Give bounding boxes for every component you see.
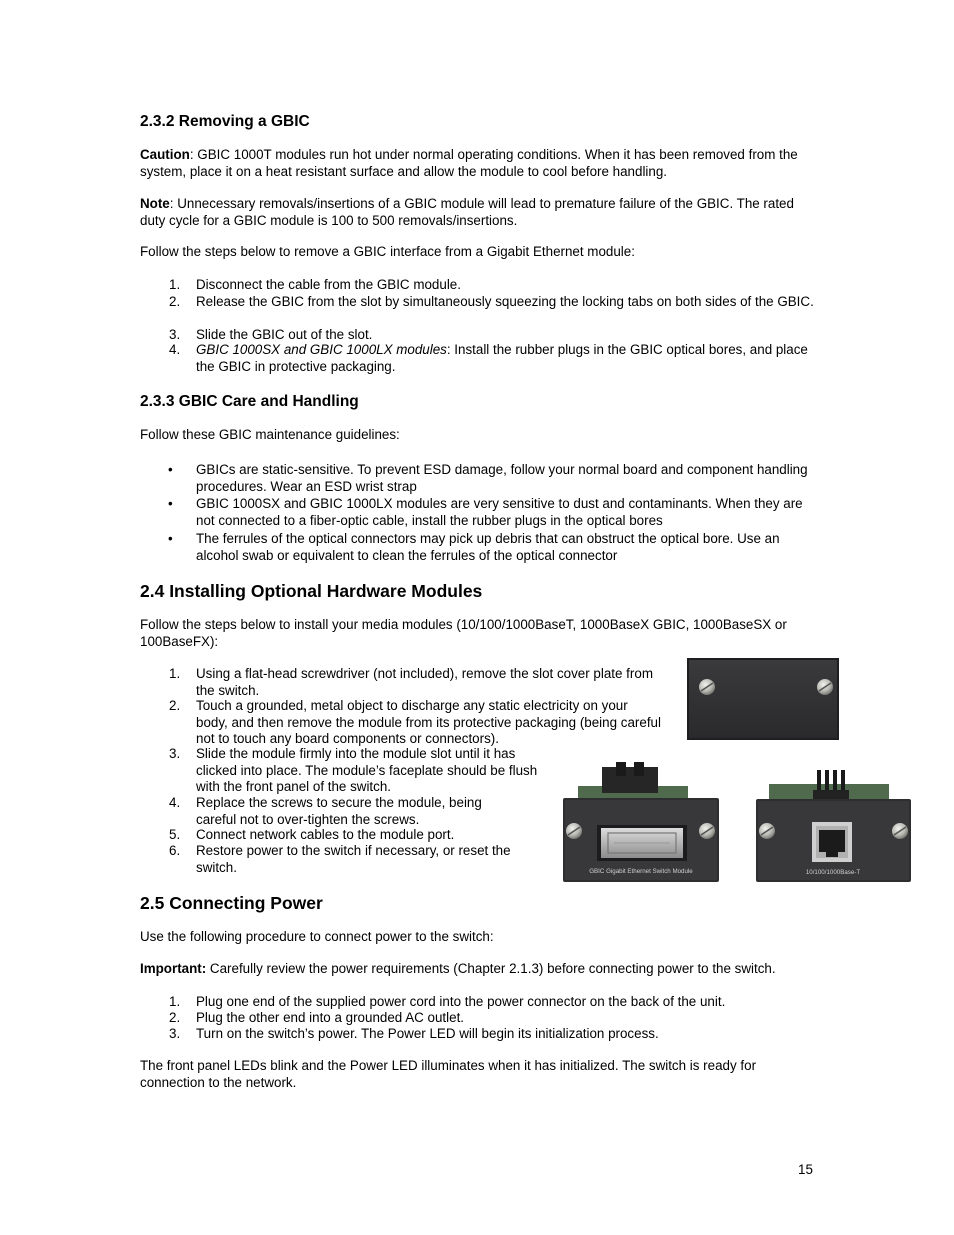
list-text: Slide the module firmly into the module slot until it has clicked into place. The module’s faceplate should be flush with the front panel of the switch. [196, 746, 538, 794]
list-text: Release the GBIC from the slot by simultaneously squeezing the locking tabs on both sides of the GBIC. [196, 294, 814, 309]
list-number: 3. [169, 327, 181, 342]
list-text: Turn on the switch’s power. The Power LED will begin its initialization process. [196, 1026, 659, 1041]
caution-label: Caution [140, 147, 190, 162]
list-number: 5. [169, 827, 181, 842]
list-text: Using a flat-head screwdriver (not included), remove the slot cover plate from the switch. [196, 666, 653, 698]
page-number: 15 [798, 1162, 813, 1177]
list-number: 1. [169, 666, 181, 681]
list-text: Plug one end of the supplied power cord into the power connector on the back of the unit. [196, 994, 726, 1009]
list-text: Slide the GBIC out of the slot. [196, 327, 373, 342]
list-text: GBIC 1000SX and GBIC 1000LX modules: Install the rubber plugs in the GBIC optical bores, and place the GBIC in protective packaging. [196, 342, 808, 374]
rj45-module-image [755, 770, 912, 882]
list-text: Connect network cables to the module port. [196, 827, 455, 842]
list-number: 4. [169, 342, 181, 357]
gbic-module-image [562, 762, 720, 882]
heading-removing-gbic: 2.3.2 Removing a GBIC [140, 113, 310, 130]
gbic-module-label: GBIC Gigabit Ethernet Switch Module [589, 868, 693, 875]
list-number: 4. [169, 795, 181, 810]
list-number: 3. [169, 746, 181, 761]
list-number: 2. [169, 294, 181, 309]
care-intro: Follow these GBIC maintenance guidelines: [140, 427, 400, 442]
bullet-glyph: • [168, 462, 173, 477]
note-label: Note [140, 196, 170, 211]
list-text: Replace the screws to secure the module, being careful not to over-tighten the screws. [196, 795, 482, 827]
heading-connecting-power: 2.5 Connecting Power [140, 893, 323, 913]
bullet-text: GBICs are static-sensitive. To prevent ESD damage, follow your normal board and component handling procedures. Wear an ESD wrist strap [196, 462, 808, 494]
heading-installing-modules: 2.4 Installing Optional Hardware Modules [140, 581, 483, 601]
list-number: 3. [169, 1026, 181, 1041]
heading-gbic-care: 2.3.3 GBIC Care and Handling [140, 393, 359, 410]
list-number: 2. [169, 698, 181, 713]
power-closing: The front panel LEDs blink and the Power LED illuminates when it has initialized. The switch is ready for connection to the network. [140, 1058, 757, 1090]
note-paragraph [140, 196, 820, 229]
slot-cover-plate-image [687, 658, 839, 740]
list-number: 1. [169, 994, 181, 1009]
caution-text: : GBIC 1000T modules run hot under normal operating conditions. When it has been removed from the system, place it on a heat resistant surface and allow the module to cool before handling. [140, 147, 798, 179]
power-intro: Use the following procedure to connect power to the switch: [140, 929, 494, 944]
list-text: Disconnect the cable from the GBIC module. [196, 277, 461, 292]
list-text: Restore power to the switch if necessary, or reset the switch. [196, 843, 511, 875]
list-text-italic: GBIC 1000SX and GBIC 1000LX modules [196, 342, 447, 357]
important-label: Important: [140, 961, 207, 976]
bullet-glyph: • [168, 531, 173, 546]
important-paragraph [140, 961, 820, 978]
bullet-glyph: • [168, 496, 173, 511]
bullet-text: GBIC 1000SX and GBIC 1000LX modules are very sensitive to dust and contaminants. When they are not connected to a fiber-optic cable, install the rubber plugs in the optical bores [196, 496, 803, 528]
list-number: 6. [169, 843, 181, 858]
list-number: 1. [169, 277, 181, 292]
list-text: Plug the other end into a grounded AC outlet. [196, 1010, 465, 1025]
install-intro: Follow the steps below to install your media modules (10/100/1000BaseT, 1000BaseX GBIC, 1000BaseSX or 100BaseFX): [140, 617, 787, 649]
removal-intro: Follow the steps below to remove a GBIC interface from a Gigabit Ethernet module: [140, 244, 635, 259]
list-text: Touch a grounded, metal object to discharge any static electricity on your body, and then remove the module from its protective packaging (being careful not to touch any board components or connectors). [196, 698, 661, 746]
caution-paragraph [140, 147, 820, 180]
note-text: : Unnecessary removals/insertions of a GBIC module will lead to premature failure of the GBIC. The rated duty cycle for a GBIC module is 100 to 500 removals/insertions. [140, 196, 794, 228]
list-number: 2. [169, 1010, 181, 1025]
important-text: Carefully review the power requirements (Chapter 2.1.3) before connecting power to the switch. [206, 961, 776, 976]
rj45-module-label: 10/100/1000Base-T [805, 869, 861, 876]
bullet-text: The ferrules of the optical connectors may pick up debris that can obstruct the optical bore. Use an alcohol swab or equivalent to clean the ferrules of the optical connector [196, 531, 780, 563]
